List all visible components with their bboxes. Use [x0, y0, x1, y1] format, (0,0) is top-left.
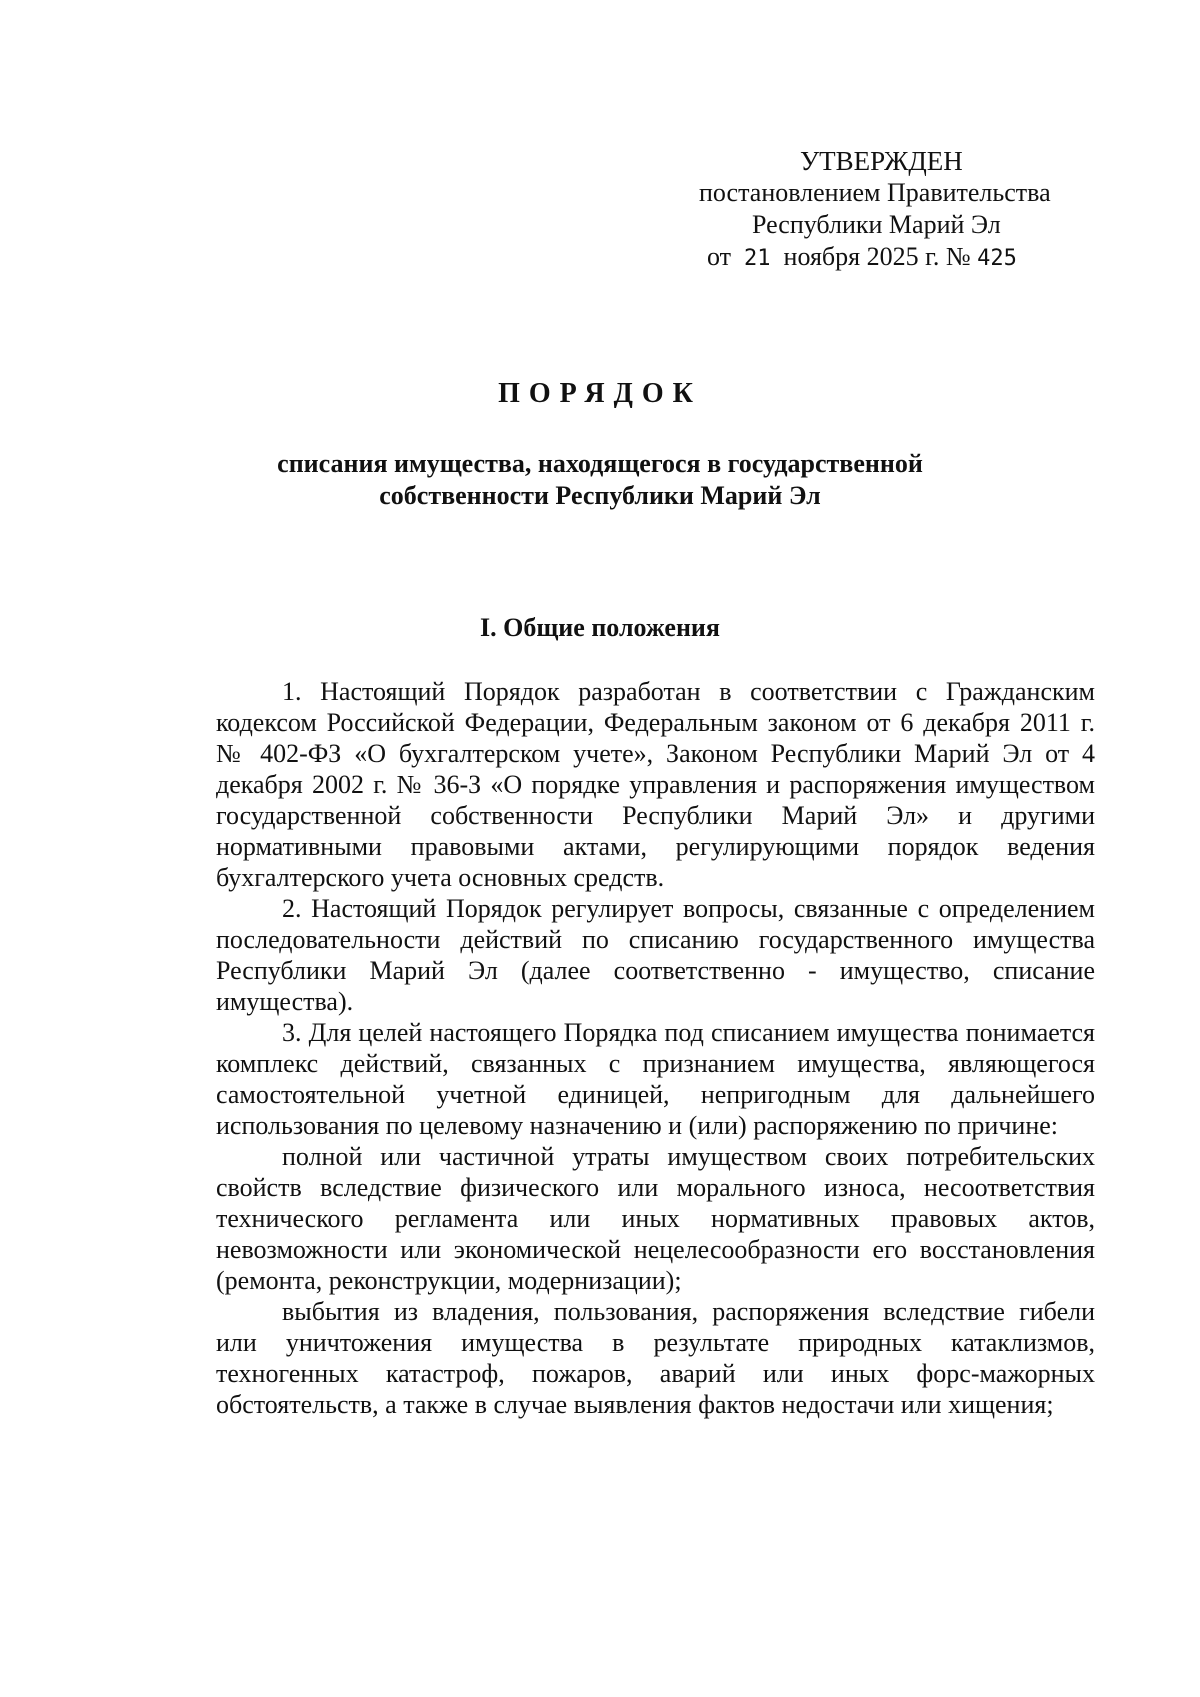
paragraph-3-item-1: полной или частичной утраты имуществом своих потребительских свойств вследствие физического или морального износа, несоответствия технического регламента или иных нормативных правовых актов, невозможности или экономической нецелесообразности его восстановления (ремонта, реконструкции, модернизации);	[216, 1142, 1095, 1295]
approval-block	[680, 145, 1100, 275]
document-title: ПОРЯДОК	[498, 378, 702, 409]
approval-line-1: постановлением Правительства	[699, 178, 1051, 207]
subtitle-line-2: собственности Республики Марий Эл	[379, 481, 821, 510]
paragraph-3-item-2: выбытия из владения, пользования, распоряжения вследствие гибели или уничтожения имущества в результате природных катаклизмов, техногенных катастроф, пожаров, аварий или иных форс-мажорных обстоятельств, а также в случае выявления фактов недостачи или хищения;	[216, 1297, 1095, 1419]
approval-date-prefix: от	[707, 242, 732, 271]
document-body	[216, 676, 1095, 1420]
subtitle-line-1: списания имущества, находящегося в государственной	[277, 449, 923, 478]
paragraph-2: 2. Настоящий Порядок регулирует вопросы, связанные с определением последовательности действий по списанию государственного имущества Республики Марий Эл (далее соответственно - имущество, списание имущества).	[216, 894, 1095, 1016]
approval-date-day: 21	[744, 246, 771, 271]
approval-date-line	[707, 241, 1100, 275]
document-subtitle	[0, 448, 1200, 512]
section-heading: I. Общие положения	[480, 613, 720, 642]
approval-stamp: УТВЕРЖДЕН	[800, 146, 963, 176]
paragraph-1: 1. Настоящий Порядок разработан в соответствии с Гражданским кодексом Российской Федерации, Федеральным законом от 6 декабря 2011 г. № 402-ФЗ «О бухгалтерском учете», Законом Республики Марий Эл от 4 декабря 2002 г. № 36-З «О порядке управления и распоряжения имуществом государственной собственности Республики Марий Эл» и другими нормативными правовыми актами, регулирующими порядок ведения бухгалтерского учета основных средств.	[216, 677, 1095, 892]
paragraph-3: 3. Для целей настоящего Порядка под списанием имущества понимается комплекс действий, связанных с признанием имущества, являющегося самостоятельной учетной единицей, непригодным для дальнейшего использования по целевому назначению и (или) распоряжению по причине:	[216, 1018, 1095, 1140]
approval-number: 425	[977, 246, 1017, 271]
approval-date-rest: ноября 2025 г. №	[783, 242, 971, 271]
approval-line-2: Республики Марий Эл	[752, 210, 1001, 239]
